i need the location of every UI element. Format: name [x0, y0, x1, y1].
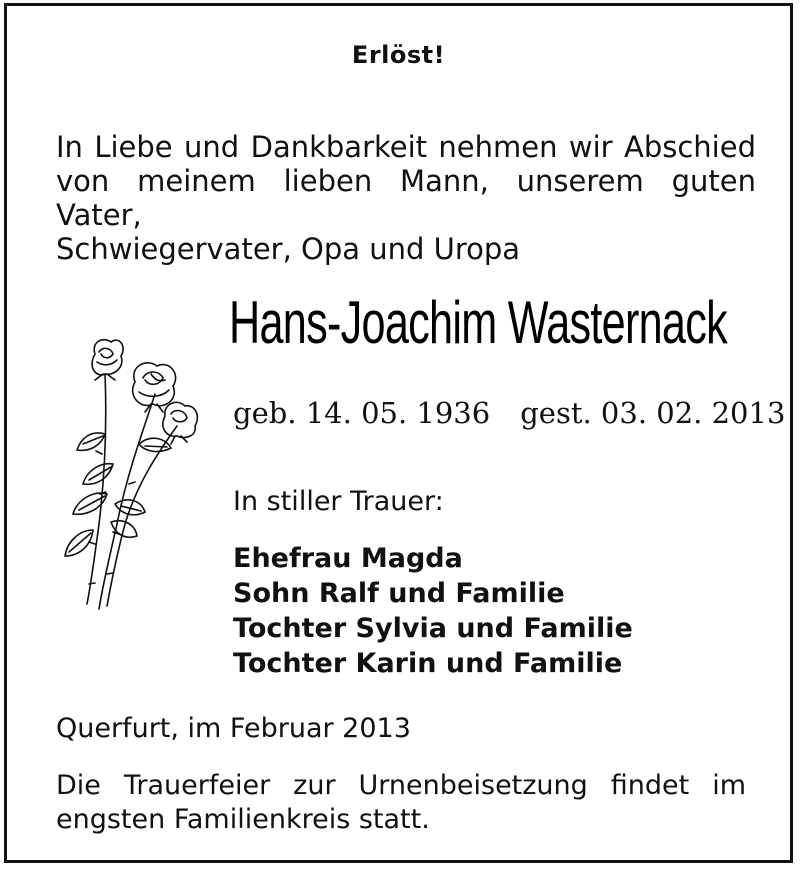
mourners-heading: In stiller Trauer:	[233, 486, 444, 517]
deceased-name: Hans-Joachim Wasternack	[229, 289, 728, 356]
obituary-notice	[4, 3, 793, 863]
birth-date: geb. 14. 05. 1936	[233, 396, 491, 430]
life-dates	[233, 396, 785, 430]
intro-line: Schwiegervater, Opa und Uropa	[56, 232, 521, 266]
intro-line: In Liebe und Dankbarkeit nehmen wir Abschied	[56, 130, 756, 164]
mourner-name: Ehefrau Magda	[233, 543, 463, 574]
ceremony-line: engsten Familienkreis statt.	[56, 804, 430, 835]
mourner-name: Tochter Sylvia und Familie	[233, 613, 633, 644]
notice-header: Erlöst!	[351, 41, 446, 69]
death-date: gest. 03. 02. 2013	[520, 396, 786, 430]
intro-text	[56, 130, 756, 266]
mourner-name: Tochter Karin und Familie	[233, 648, 623, 679]
mourners-list	[233, 541, 633, 681]
mourner-name: Sohn Ralf und Familie	[233, 578, 565, 609]
rose-stem	[87, 374, 106, 604]
rose-stem	[99, 394, 155, 609]
intro-line: von meinem lieben Mann, unserem guten Vater,	[56, 164, 756, 232]
rose-stem	[107, 426, 177, 606]
place-and-date: Querfurt, im Februar 2013	[56, 713, 411, 744]
roses-icon	[47, 334, 207, 614]
ceremony-line: Die Trauerfeier zur Urnenbeisetzung findet im	[56, 770, 746, 801]
ceremony-note	[56, 769, 746, 837]
